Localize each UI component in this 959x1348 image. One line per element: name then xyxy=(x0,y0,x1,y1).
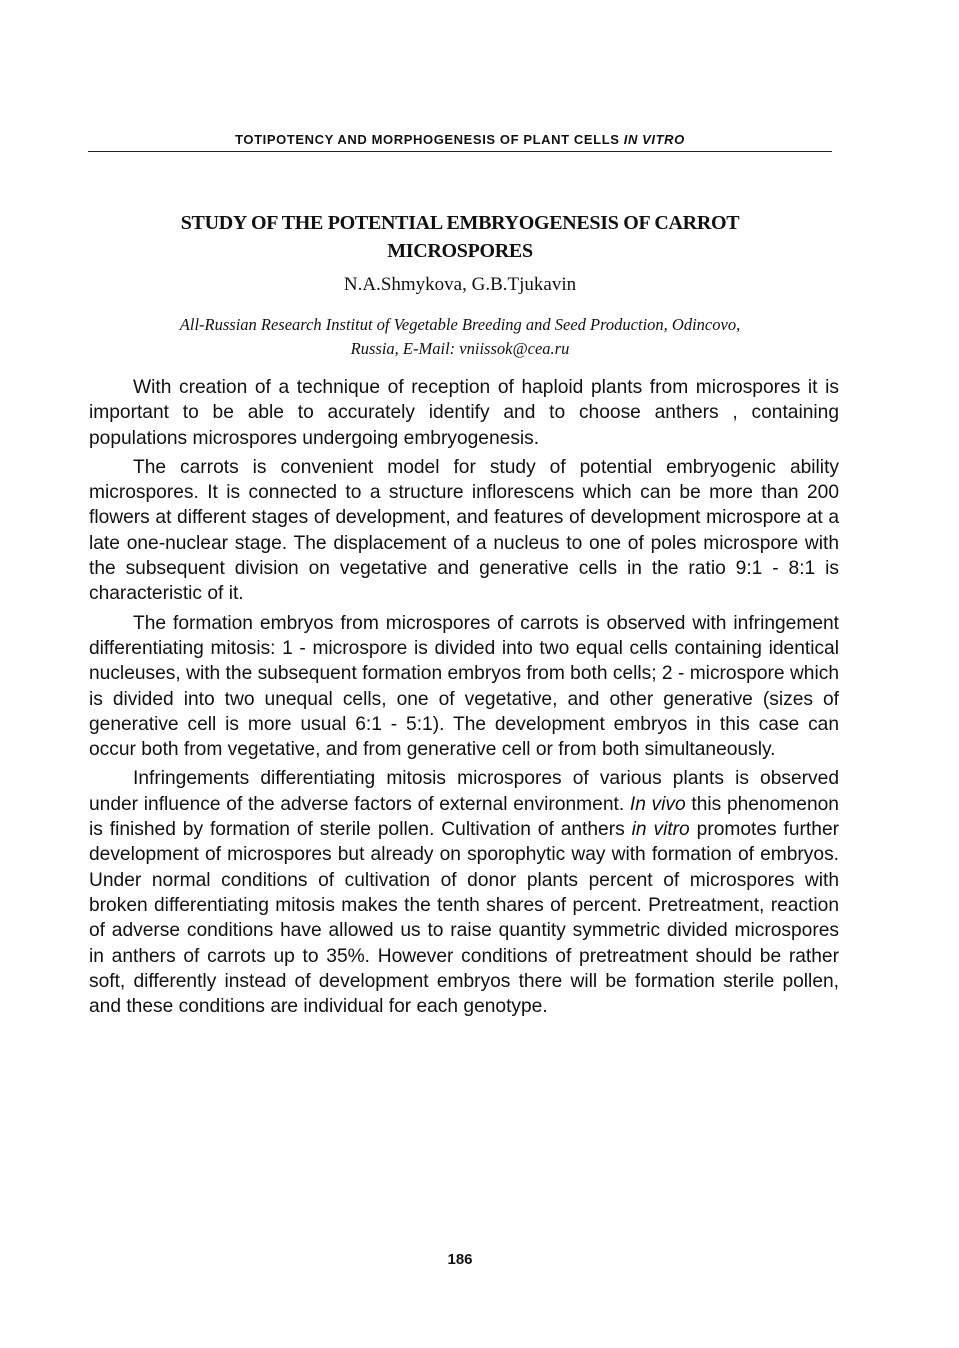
in-vivo-term: In vivo xyxy=(629,793,686,815)
header-rule xyxy=(88,151,832,152)
paragraph-3: The formation embryos from microspores of carrots is observed with infringement differentiating mitosis: 1 - microspore is divided into two equal cells containing identical nucleuses, with the subsequent formation embryos from both cells; 2 - microspore which is divided into two unequal cells, one of vegetative, and other generative (sizes of generative cell is more usual 6:1 - 5:1). The development embryos in this case can occur both from vegetative, and from generative cell or from both simultaneously. xyxy=(89,612,839,761)
running-header xyxy=(88,132,832,148)
paragraph-4-part-a: Infringements differentiating mitosis microspores of various plants is observed under influence of the adverse factors of external environment. xyxy=(89,768,839,815)
body-text xyxy=(89,375,839,1023)
paragraph-4-part-c: promotes further development of microspores but already on sporophytic way with formation of embryos. Under normal conditions of cultivation of donor plants percent of microspores with broken differentiating mitosis makes the tenth shares of percent. Pretreatment, reaction of adverse conditions have allowed us to raise quantity symmetric divided microspores in anthers of carrots up to 35%. However conditions of pretreatment should be rather soft, differently instead of development embryos there will be formation sterile pollen, and these conditions are individual for each genotype. xyxy=(89,819,839,1018)
title-line-2: MICROSPORES xyxy=(387,240,533,262)
section-title: TOTIPOTENCY AND MORPHOGENESIS OF PLANT CELLS xyxy=(235,132,620,147)
paragraph-4 xyxy=(89,766,839,1019)
affiliation xyxy=(96,313,824,361)
affiliation-line-1: All-Russian Research Institut of Vegetable Breeding and Seed Production, Odincovo, xyxy=(179,315,741,334)
in-vitro-term: in vitro xyxy=(631,819,690,841)
authors: N.A.Shmykova, G.B.Tjukavin xyxy=(343,274,577,295)
paragraph-4-part-b: this phenomenon is finished by formation of sterile pollen. Cultivation of anthers xyxy=(89,793,839,841)
paragraph-1: With creation of a technique of reception of haploid plants from microspores it is important to be able to accurately identify and to choose anthers , containing populations microspores undergoing embryogenesis. xyxy=(89,377,839,449)
page-number: 186 xyxy=(447,1251,473,1268)
affiliation-line-2: Russia, E-Mail: vniissok@cea.ru xyxy=(350,339,570,358)
paragraph-2: The carrots is convenient model for study of potential embryogenic ability microspores. It is connected to a structure inflorescens which can be more than 200 flowers at different stages of development, and features of development microspore at a late one-nuclear stage. The displacement of a nucleus to one of poles microspore with the subsequent division on vegetative and generative cells in the ratio 9:1 - 8:1 is characteristic of it. xyxy=(89,456,839,605)
section-title-italic: IN VITRO xyxy=(623,132,685,147)
article-title xyxy=(120,209,800,265)
title-line-1: STUDY OF THE POTENTIAL EMBRYOGENESIS OF CARROT xyxy=(180,212,740,234)
